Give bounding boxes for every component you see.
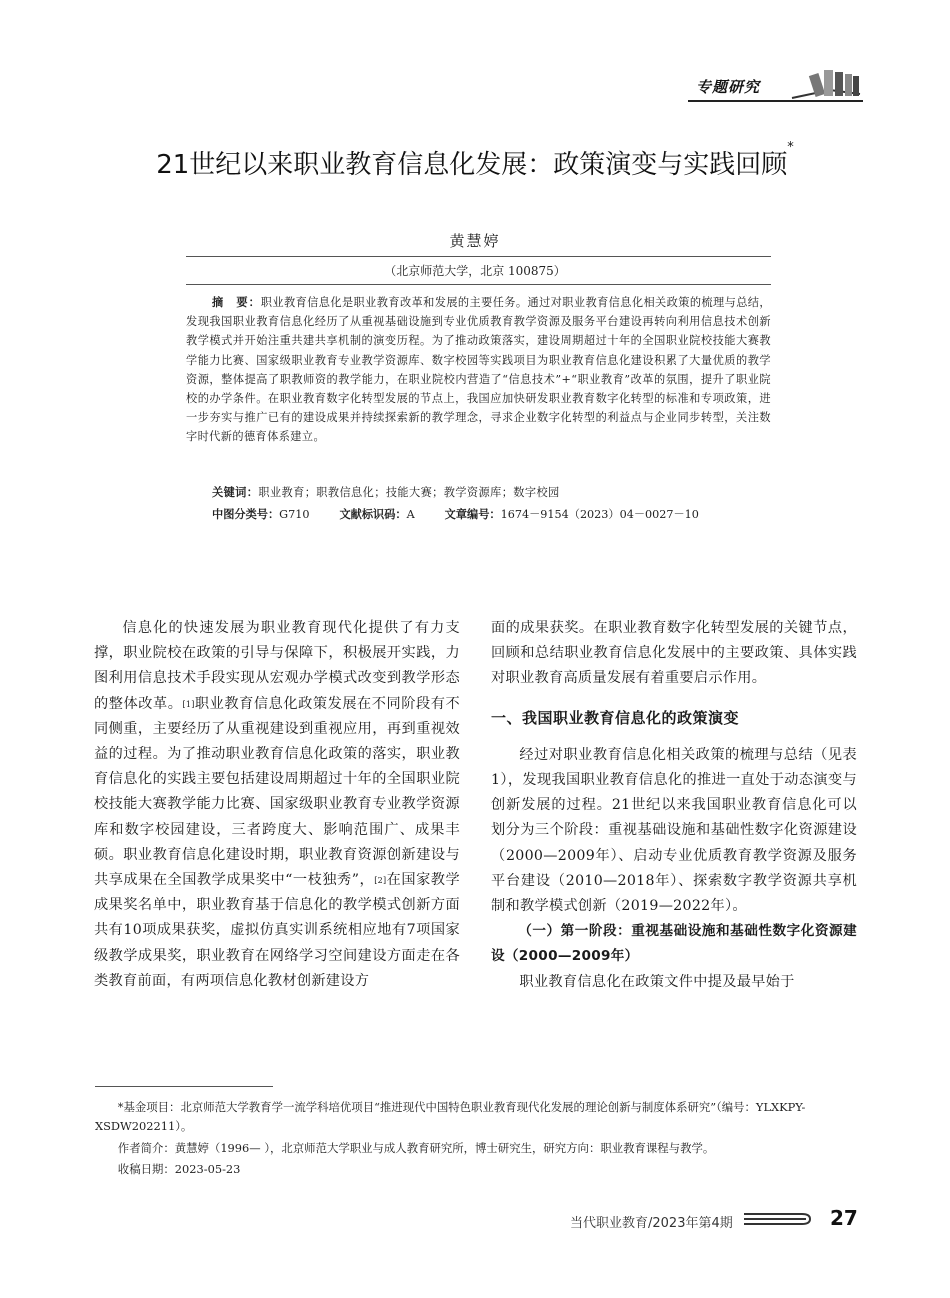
journal-footer: 当代职业教育/2023年第4期 xyxy=(570,1216,733,1231)
abstract-top-rule xyxy=(186,284,771,285)
left-column xyxy=(94,616,460,994)
citation-2: [2] xyxy=(374,876,387,886)
books-icon xyxy=(790,68,862,102)
footnote-fund: *基金项目：北京师范大学教育学一流学科培优项目“推进现代中国特色职业教育现代化发展的理论创新与制度体系研究”（编号：YLXKPY-XSDW202211）。 xyxy=(95,1100,806,1133)
footnote-received: 收稿日期：2023-05-23 xyxy=(117,1162,241,1176)
right-column xyxy=(491,616,857,995)
body-paragraph: 经过对职业教育信息化相关政策的梳理与总结（见表1），发现我国职业教育信息化的推进一直处于动态演变与创新发展的过程。21世纪以来我国职业教育信息化可以划分为三个阶段：重视基础设施和基础性数字化资源建设（2000—2009年）、启动专业优质教育教学资源及服务平台建设（2010—2018年）、探索数字教学资源共享机制和教学模式创新（2019—2022年）。 xyxy=(491,746,857,915)
abstract-text: 职业教育信息化是职业教育改革和发展的主要任务。通过对职业教育信息化相关政策的梳理与总结，发现我国职业教育信息化经历了从重视基础设施到专业优质教育教学资源及服务平台建设再转向利用信息技术创新教学模式并开始注重共建共享机制的演变历程。为了推动政策落实，建设周期超过十年的全国职业院校技能大赛教学能力比赛、国家级职业教育专业教学资源库、数字校园等实践项目为职业教育信息化建设积累了大量优质的教学资源，整体提高了职教师资的教学能力，在职业院校内营造了“信息技术”+“职业教育”改革的氛围，提升了职业院校的办学条件。在职业教育数字化转型发展的节点上，我国应加快研发职业教育数字化转型的标准和专项政策，进一步夯实与推广已有的建设成果并持续探索新的教学理念，寻求企业数字化转型的利益点与企业同步转型，关注数字时代新的德育体系建立。 xyxy=(186,296,771,444)
footer-lines-icon xyxy=(744,1208,814,1230)
abstract xyxy=(186,293,771,447)
body-paragraph: 面的成果获奖。在职业教育数字化转型发展的关键节点，回顾和总结职业教育信息化发展中的主要政策、具体实践对职业教育高质量发展有着重要启示作用。 xyxy=(491,620,857,687)
footnote-rule xyxy=(95,1086,273,1087)
body-paragraph: 信息化的快速发展为职业教育现代化提供了有力支撑，职业院校在政策的引导与保障下，积极展开实践，力图利用信息技术手段实现从宏观办学模式改变到教学形态的整体改革。[1]职业教育信息化政策发展在不同阶段有不同侧重，主要经历了从重视建设到重视应用，再到重视效益的过程。为了推动职业教育信息化政策的落实，职业教育信息化的实践主要包括建设周期超过十年的全国职业院校技能大赛教学能力比赛、国家级职业教育专业教学资源库和数字校园建设，三者跨度大、影响范围广、成果丰硕。职业教育信息化建设时期，职业教育资源创新建设与共享成果在全国教学成果奖中“一枝独秀”，[2]在国家教学成果奖名单中，职业教育基于信息化的教学模式创新方面共有10项成果获奖，虚拟仿真实训系统相应地有7项国家级教学成果奖，职业教育在网络学习空间建设方面走在各类教育前面，有两项信息化教材创新建设方 xyxy=(94,620,460,989)
section-tag: 专题研究 xyxy=(696,78,761,96)
body-paragraph: 职业教育信息化在政策文件中提及最早始于 xyxy=(519,973,795,990)
subsection-heading: （一）第一阶段：重视基础设施和基础性数字化资源建设（2000—2009年） xyxy=(491,923,857,965)
keywords: 关键词：职业教育；职教信息化；技能大赛；教学资源库；数字校园 xyxy=(212,486,560,499)
affiliation: （北京师范大学，北京 100875） xyxy=(384,264,566,278)
section-heading: 一、我国职业教育信息化的政策演变 xyxy=(491,708,740,727)
abstract-label: 摘 要： xyxy=(212,296,261,309)
footnote-author-bio: 作者简介：黄慧婷（1996— ），北京师范大学职业与成人教育研究所，博士研究生，研究方向：职业教育课程与教学。 xyxy=(117,1141,715,1155)
author-name: 黄慧婷 xyxy=(449,232,501,250)
classification-line: 中图分类号：G710 文献标识码：A 文章编号：1674－9154（2023）04－0027－10 xyxy=(212,508,699,521)
paper-title: 21世纪以来职业教育信息化发展：政策演变与实践回顾* xyxy=(156,140,794,180)
page-number: 27 xyxy=(830,1206,858,1230)
citation-1: [1] xyxy=(182,699,195,709)
header-rule xyxy=(688,100,863,102)
title-rule xyxy=(186,256,771,257)
